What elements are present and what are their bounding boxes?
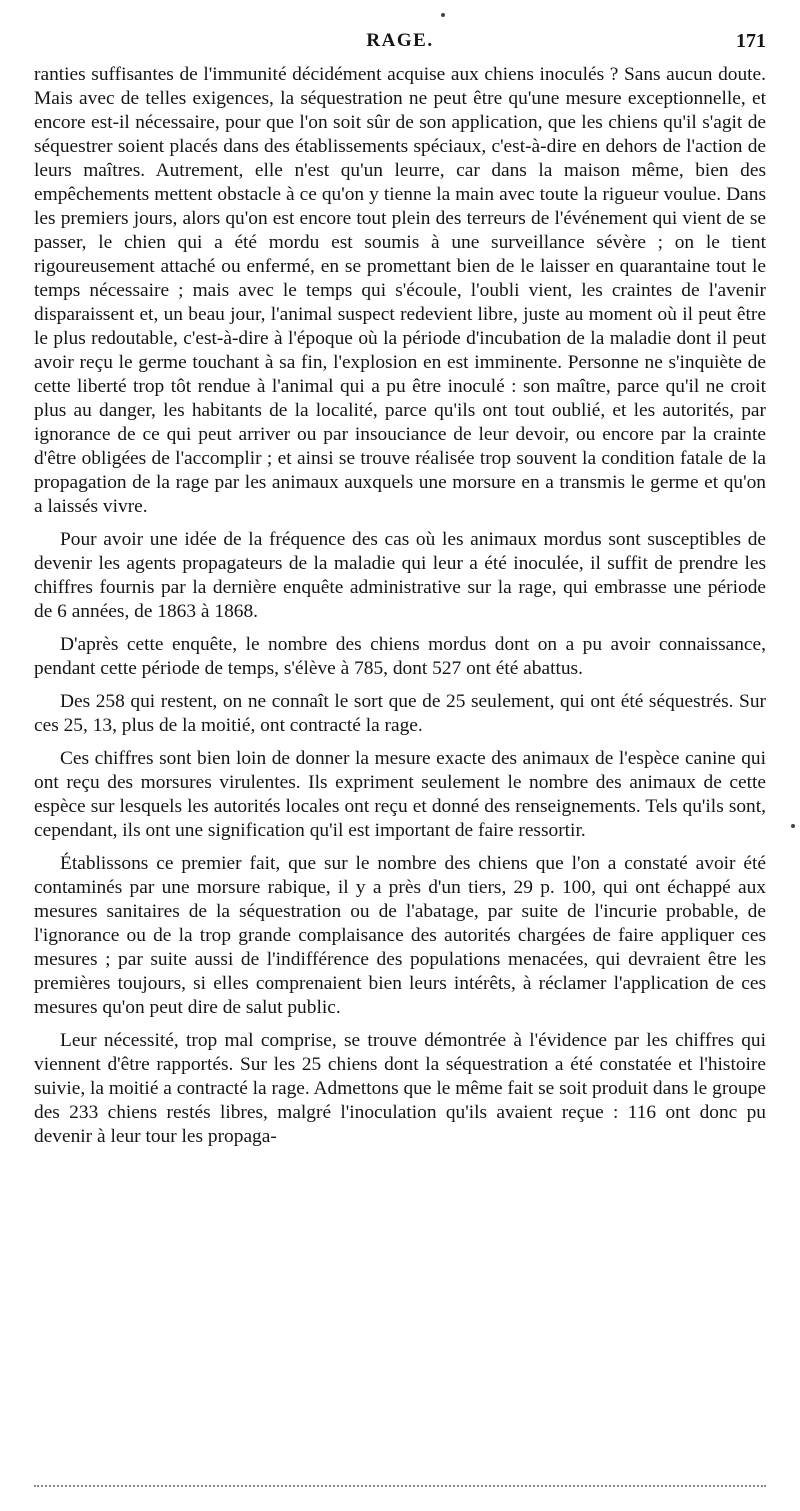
paragraph-survey: D'après cette enquête, le nombre des chiens mordus dont on a pu avoir connaissance, pendant cette période de temps, s'élève à 785, dont 527 ont été abattus. xyxy=(34,634,766,679)
body-text xyxy=(34,63,766,1149)
page-header xyxy=(34,30,766,54)
print-speck xyxy=(441,13,445,17)
paragraph-figures: Ces chiffres sont bien loin de donner la mesure exacte des animaux de l'espèce canine qui ont reçu des morsures virulentes. Ils expriment seulement le nombre des animaux de cette espèce sur lesquels les autorités locales ont reçu et donné des renseignements. Tels qu'ils sont, cependant, ils ont une signification qu'il est important de faire ressortir. xyxy=(34,748,766,841)
paragraph-continued: ranties suffisantes de l'immunité décidément acquise aux chiens inoculés ? Sans aucun doute. Mais avec de telles exigences, la séquestration ne peut être qu'une mesure exceptionnelle, et encore est-il nécessaire, pour que l'on soit sûr de son application, que les chiens qu'il s'agit de séquestrer soient placés dans des établissements spéciaux, c'est-à-dire en dehors de l'action de leurs maîtres. Autrement, elle n'est qu'un leurre, car dans la maison même, bien des empêchements mettent obstacle à ce qu'on y tienne la main avec toute la rigueur voulue. Dans les premiers jours, alors qu'on est encore tout plein des terreurs de l'événement qui vient de se passer, le chien qui a été mordu est soumis à une surveillance sévère ; on le tient rigoureusement attaché ou enfermé, en se promettant bien de le laisser en quarantaine tout le temps nécessaire ; mais avec le temps qui s'écoule, l'oubli vient, les craintes de l'avenir disparaissent et, un beau jour, l'animal suspect redevient libre, juste au moment où il peut être le plus redoutable, c'est-à-dire à l'époque où la période d'incubation de la maladie dont il peut avoir reçu le germe touchant à sa fin, l'explosion en est imminente. Personne ne s'inquiète de cette liberté trop tôt rendue à l'animal qui a pu être inoculé : son maître, parce qu'il ne croit plus au danger, les habitants de la localité, parce qu'ils ont tout oublié, et les autorités, par ignorance de ce qui peut arriver ou par insouciance de leur devoir, ou encore par la crainte d'être obligées de l'accomplir ; et ainsi se trouve réalisée trop souvent la condition fatale de la propagation de la rage par les animaux auxquels une morsure en a transmis le germe et qu'on a laissés vivre. xyxy=(34,64,766,517)
bottom-dotted-rule xyxy=(34,1485,766,1487)
paragraph-frequency: Pour avoir une idée de la fréquence des cas où les animaux mordus sont susceptibles de devenir les agents propagateurs de la maladie qui leur a été inoculée, il suffit de prendre les chiffres fournis par la dernière enquête administrative sur la rage, qui embrasse une période de 6 années, de 1863 à 1868. xyxy=(34,529,766,622)
page-number: 171 xyxy=(736,30,766,52)
print-speck xyxy=(791,824,795,828)
paragraph-first-fact: Établissons ce premier fait, que sur le nombre des chiens que l'on a constaté avoir été contaminés par une morsure rabique, il y a près d'un tiers, 29 p. 100, qui ont échappé aux mesures sanitaires de la séquestration ou de l'abatage, par suite de l'incurie probable, de l'ignorance ou de la trop grande complaisance des autorités chargées de faire appliquer ces mesures ; par suite aussi de l'indifférence des populations menacées, qui devraient être les premières toujours, si elles comprenaient bien leurs intérêts, à réclamer l'application de ces mesures qu'on peut dire de salut public. xyxy=(34,853,766,1018)
paragraph-necessity: Leur nécessité, trop mal comprise, se trouve démontrée à l'évidence par les chiffres qui viennent d'être rapportés. Sur les 25 chiens dont la séquestration a été constatée et l'histoire suivie, la moitié a contracté la rage. Admettons que le même fait se soit produit dans le groupe des 233 chiens restés libres, malgré l'inoculation qu'ils avaient reçue : 116 ont donc pu devenir à leur tour les propaga- xyxy=(34,1030,766,1147)
running-title: RAGE. xyxy=(366,30,434,51)
paragraph-remaining: Des 258 qui restent, on ne connaît le sort que de 25 seulement, qui ont été séquestrés. Sur ces 25, 13, plus de la moitié, ont contracté la rage. xyxy=(34,691,766,736)
